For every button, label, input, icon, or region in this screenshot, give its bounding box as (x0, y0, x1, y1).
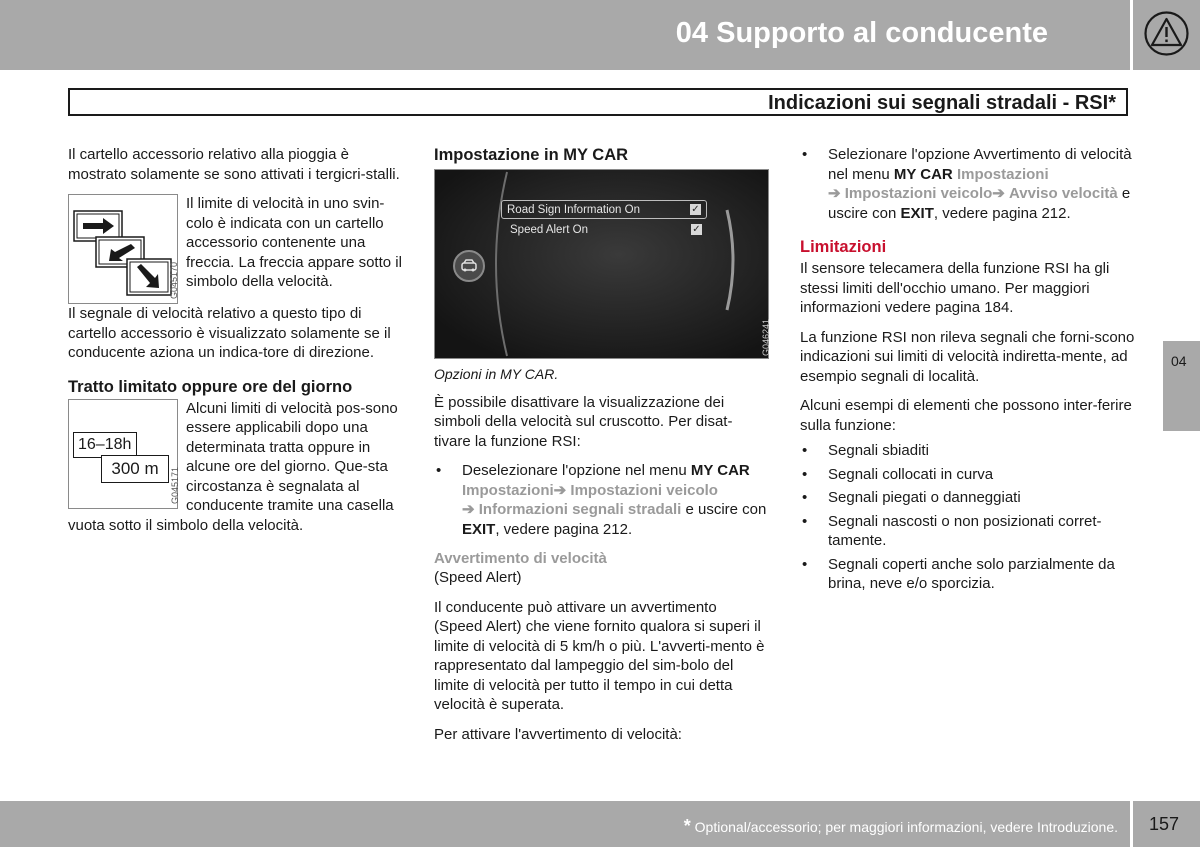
checkbox-checked-icon[interactable]: ✓ (691, 204, 700, 215)
arrow-right-icon: ➔ (828, 185, 841, 202)
arrow-right-icon: ➔ (992, 185, 1005, 202)
page-number-box (1133, 801, 1200, 847)
figure-arrow-signs (68, 194, 178, 304)
list-item: • Segnali coperti anche solo parzialmente da brina, neve e/o sporcizia. (800, 555, 1135, 594)
menu-item-label: Speed Alert On (510, 224, 588, 236)
column-middle (434, 145, 769, 754)
menu-my-car: MY CAR (690, 462, 750, 479)
figure-code: G045171 (170, 466, 180, 504)
time-sign: 16–18h (73, 432, 137, 458)
fig2-text: Alcuni limiti di velocità pos-sono essere applicabili dopo una determinata tratta oppure in alcune ore del giorno. Que-sta circostanza è segnalata al conducente tramite una casella vuota sotto il simbolo della velocità. (68, 399, 398, 534)
menu-item-road-sign[interactable] (501, 200, 707, 219)
section-title: Indicazioni sui segnali stradali - RSI* (768, 92, 1116, 114)
checkbox-checked-icon[interactable]: ✓ (692, 224, 701, 235)
speed-sign-paragraph: Il segnale di velocità relativo a questo tipo di cartello accessorio è visualizzato solamente se il conducente aziona un indica-tore di direzione. (68, 305, 391, 361)
list-item: • Segnali sbiaditi (800, 441, 1135, 461)
bullet-text: , vedere pagina 212. (933, 204, 1071, 222)
arrow-right-icon: ➔ (462, 501, 475, 518)
bullet-text: e uscire con (681, 501, 767, 518)
heading-my-car: Impostazione in MY CAR (434, 146, 629, 164)
chapter-title: 04 Supporto al conducente (675, 17, 1048, 49)
activate-paragraph: Per attivare l'avvertimento di velocità: (434, 725, 682, 743)
heading-speed-alert: Avvertimento di velocità (434, 550, 607, 567)
column-right (800, 145, 1135, 598)
heading-stretch: Tratto limitato oppure ore del giorno (68, 377, 353, 396)
warning-triangle-icon (1143, 10, 1190, 57)
speed-alert-paren: (Speed Alert) (434, 569, 522, 586)
header-bar (0, 0, 1130, 70)
screen-caption: Opzioni in MY CAR. (434, 366, 559, 382)
disable-paragraph: È possibile disattivare la visualizzazione dei simboli della velocità sul cruscotto. Per disat-tivare la funzione RSI: (434, 393, 733, 450)
figure-code: G046241 (761, 318, 771, 356)
fig1-text: Il limite di velocità in uno svin-colo è indicata con un cartello accessorio contenente una freccia. La freccia appare sotto il simbolo della velocità. (186, 195, 402, 290)
arrow-signs-illustration (69, 195, 177, 303)
menu-path: Impostazioni (462, 481, 554, 499)
list-item: • Segnali nascosti o non posizionati corret-tamente. (800, 512, 1135, 551)
limitations-paragraph-1: Il sensore telecamera della funzione RSI ha gli stessi limiti dell'occhio umano. Per maggiori informazioni vedere pagina 184. (800, 260, 1110, 316)
limitations-paragraph-3: Alcuni esempi di elementi che possono inter-ferire sulla funzione: (800, 397, 1132, 434)
menu-path: Impostazioni veicolo (844, 185, 993, 202)
distance-sign: 300 m (101, 455, 169, 483)
menu-my-car: MY CAR (893, 165, 953, 183)
arrow-right-icon: ➔ (553, 481, 567, 499)
car-settings-icon (453, 250, 485, 282)
page-number: 157 (1149, 814, 1180, 834)
menu-path: Informazioni segnali stradali (478, 501, 682, 518)
menu-path: Avviso velocità (1009, 185, 1118, 202)
menu-path: Impostazioni (956, 165, 1049, 183)
speed-alert-paragraph: Il conducente può attivare un avvertimento (Speed Alert) che viene fornito qualora si superi il limite di velocità di 5 km/h o più. L'avverti-mento è rappresentato dal lampeggio del sim-bolo del limite di velocità per tutto il tempo in cui detta velocità è superata. (434, 598, 765, 713)
figure-code: G045170 (169, 261, 179, 299)
menu-item-label: Road Sign Information On (507, 204, 640, 216)
list-item: • Segnali piegati o danneggiati (800, 488, 1135, 508)
bullet-text: e uscire con (828, 185, 1131, 222)
heading-limitations: Limitazioni (800, 238, 887, 256)
list-item: • Segnali collocati in curva (800, 465, 1135, 485)
column-left (68, 145, 403, 545)
section-bar (68, 88, 1128, 116)
my-car-screen (434, 169, 769, 359)
chapter-side-tab (1163, 341, 1200, 431)
footer-note (684, 816, 1118, 837)
intro-paragraph: Il cartello accessorio relativo alla pioggia è mostrato solamente se sono attivati i tergicri-stalli. (68, 146, 400, 183)
exit-label: EXIT (462, 520, 496, 538)
select-bullet (800, 145, 1135, 223)
bullet-text: Deselezionare l'opzione nel menu (462, 462, 691, 479)
deselect-bullet (434, 461, 769, 539)
exit-label: EXIT (900, 204, 934, 222)
footnote-text: Optional/accessorio; per maggiori informazioni, vedere Introduzione. (690, 819, 1118, 835)
footer-bar (0, 801, 1130, 847)
bullet-text: , vedere pagina 212. (495, 520, 633, 538)
warning-box (1133, 0, 1200, 70)
menu-path: Impostazioni veicolo (570, 481, 718, 499)
chapter-tab-label: 04 (1171, 353, 1187, 369)
menu-item-speed-alert[interactable] (501, 221, 707, 240)
footnote-star: * (683, 816, 691, 836)
figure-time-distance-signs (68, 399, 178, 509)
bullet-text: Selezionare l'opzione Avvertimento di velocità nel menu (828, 146, 1132, 183)
limitations-paragraph-2: La funzione RSI non rileva segnali che forni-scono indicazioni sui limiti di velocità indiretta-mente, ad esempio segnali di località. (800, 328, 1135, 385)
